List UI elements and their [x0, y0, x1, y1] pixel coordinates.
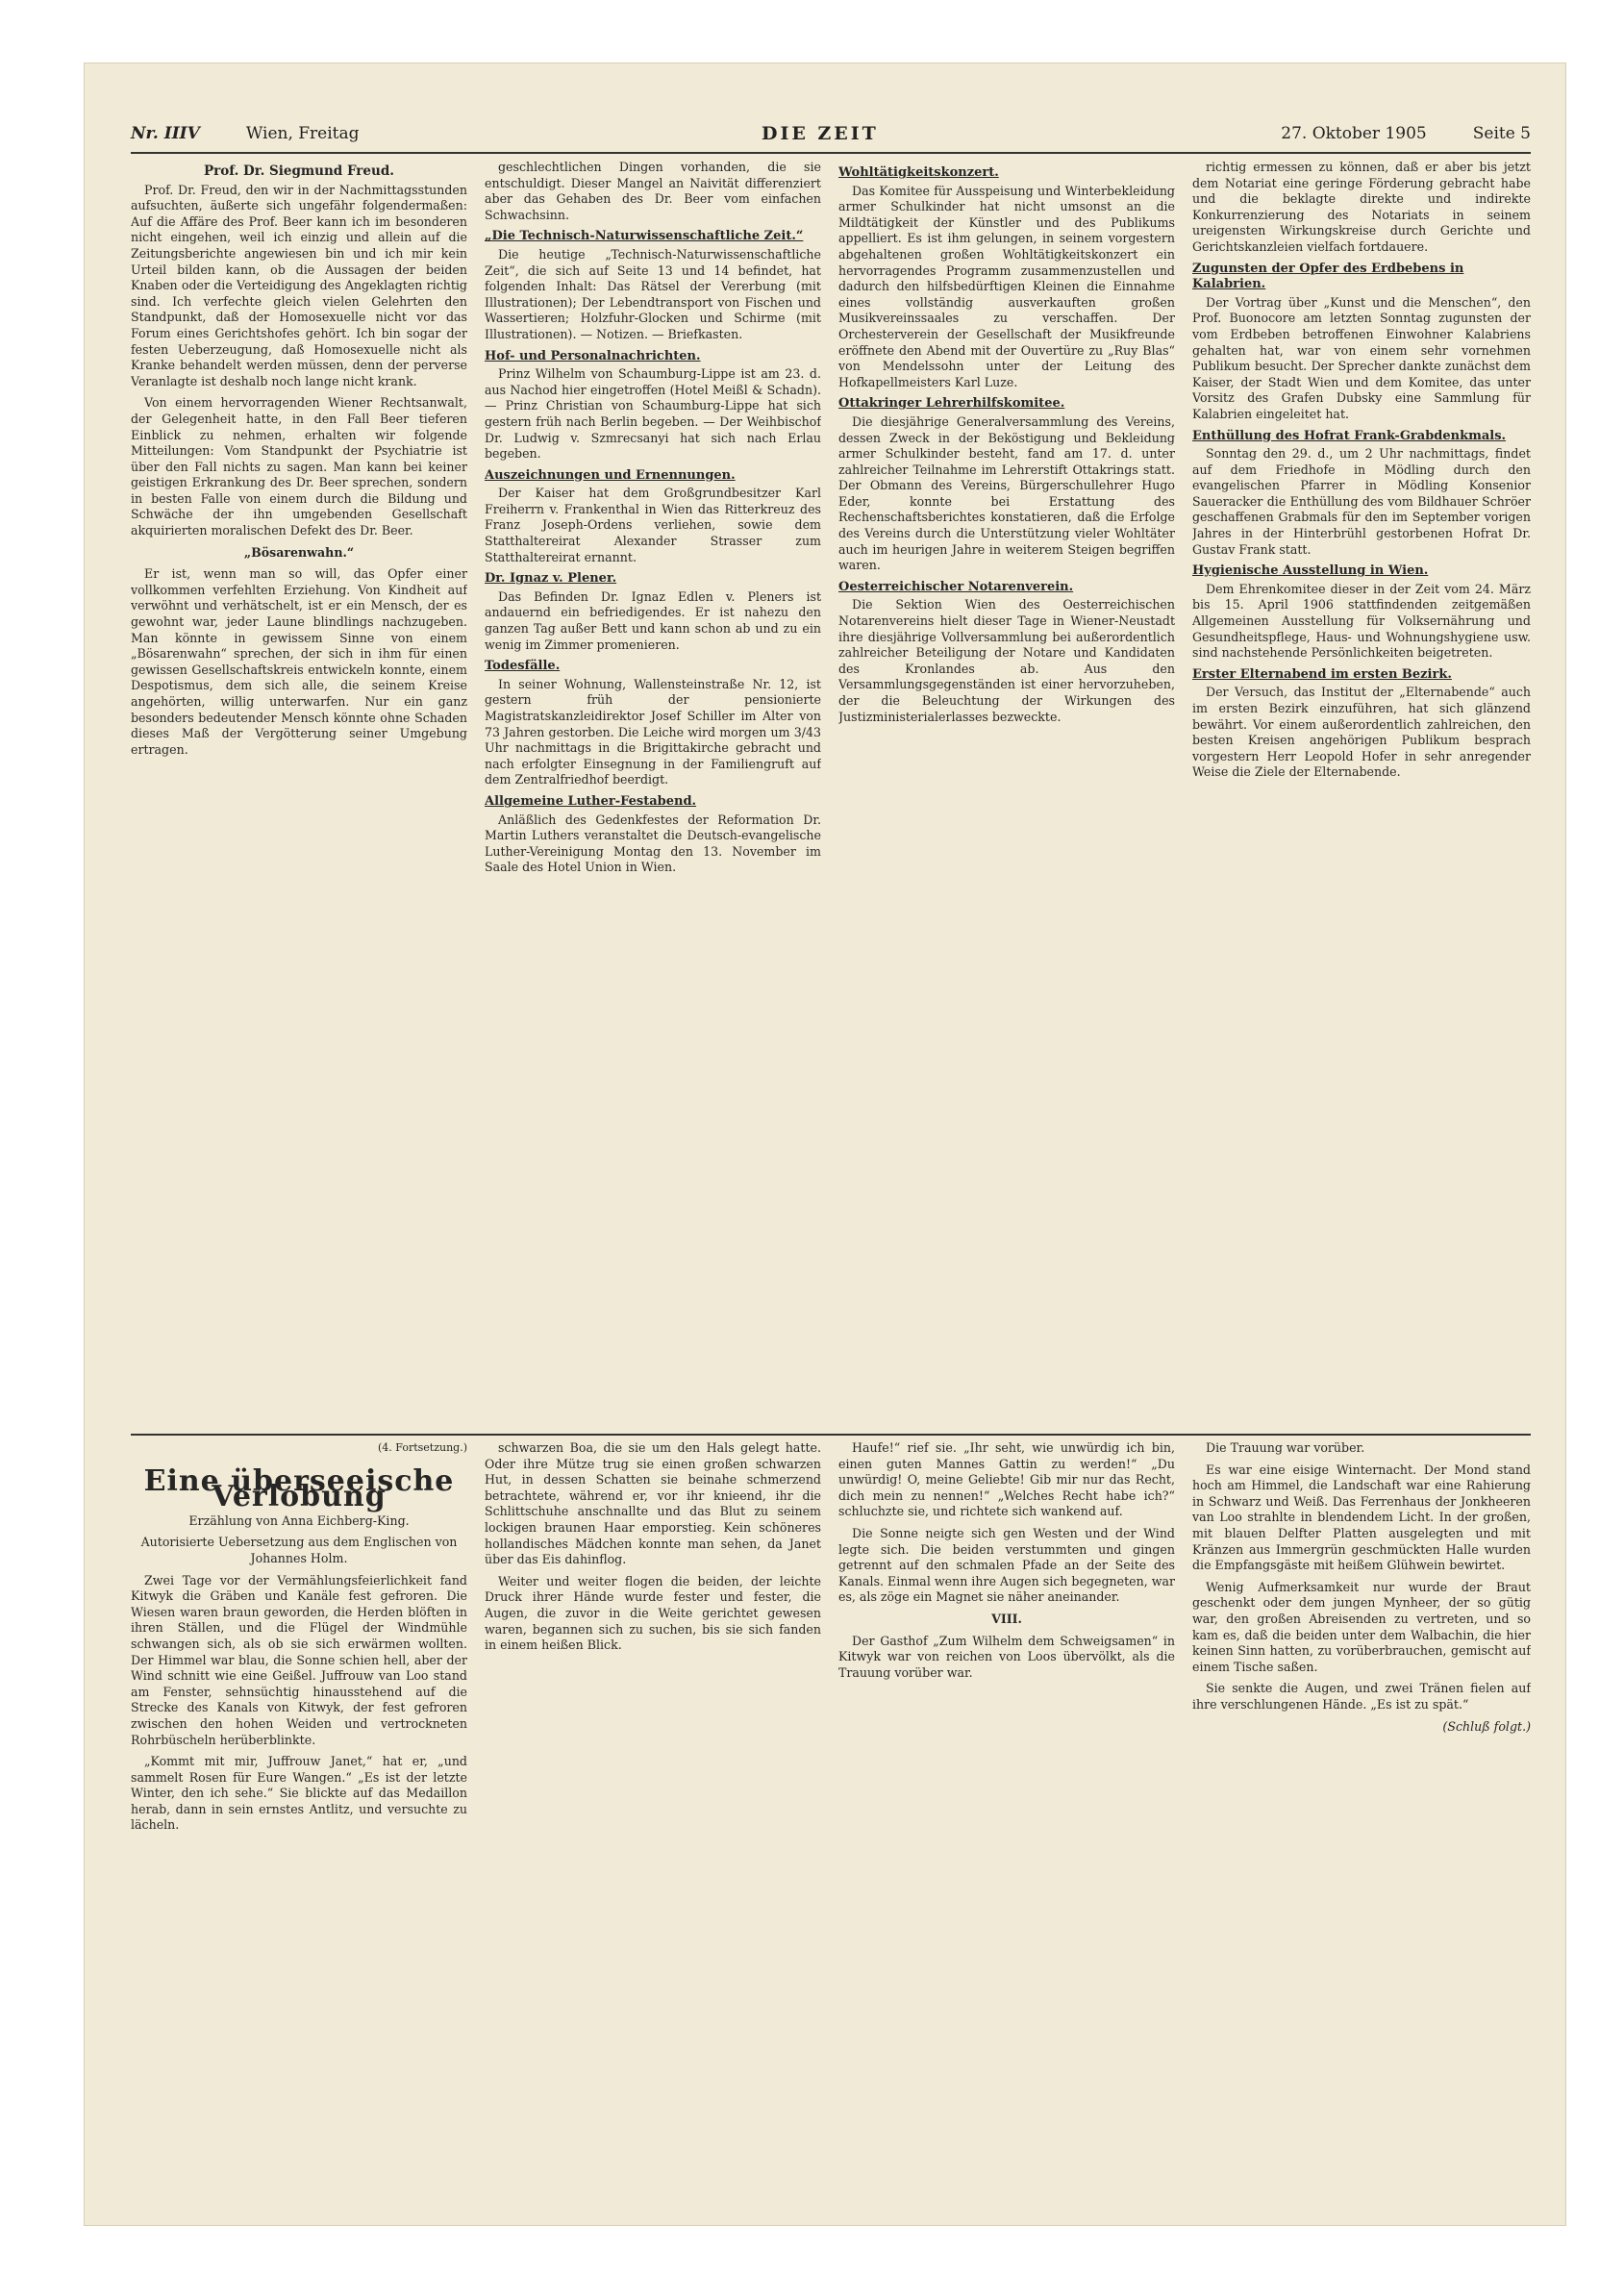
paragraph: Die Trauung war vorüber.: [1206, 1440, 1365, 1455]
section-heading: Ottakringer Lehrerhilfskomitee.: [838, 396, 1065, 412]
serial-column-3: [838, 1440, 1175, 2210]
place-day: Wien, Freitag: [245, 124, 360, 143]
paragraph: Der Kaiser hat dem Großgrundbesitzer Karl Freiherrn v. Frankenthal in Wien das Ritterkreuz des Franz Joseph-Ordens verliehen, sowie dem Statthaltereirat Alexander Strasser zum Statthaltereirat ernannt.: [485, 486, 821, 564]
section-heading: Hygienische Ausstellung in Wien.: [1192, 563, 1429, 579]
column-1: [131, 160, 467, 1427]
section-heading: Dr. Ignaz v. Plener.: [485, 571, 617, 587]
masthead: [131, 119, 1531, 148]
paragraph: Die diesjährige Generalversammlung des Vereins, dessen Zweck in der Beköstigung und Bekleidung armer Schulkinder besteht, fand am 17. d. unter zahlreicher Teilnahme im Lehrerstift Ottakrings statt. Der Obmann des Vereins, Bürgerschullehrer Hugo Eder, konnte bei Erstattung des Rechenschaftsberichtes konstatieren, daß die Erfolge des Vereins durch die Unterstützung vieler Wohltäter auch im heurigen Jahre in weiterem Steigen begriffen waren.: [838, 413, 1175, 573]
paragraph: Dem Ehrenkomitee dieser in der Zeit vom 24. März bis 15. April 1906 stattfindenden zeitgemäßen Allgemeinen Ausstellung für Volksernährung und Gesundheitspflege, Haus- und Wohnungshygiene usw. sind nachstehende Persönlichkeiten beigetreten.: [1192, 581, 1531, 661]
paragraph: Von einem hervorragenden Wiener Rechtsanwalt, der Gelegenheit hatte, in den Fall Beer tieferen Einblick zu nehmen, erhalten wir folgende Mitteilungen: Vom Standpunkt der Psychiatrie ist über den Fall nichts zu sagen. Man kann bei keiner geistigen Erkrankung des Dr. Beer sprechen, sondern in besten Falle von einem durch die Bildung und Schwäche der ihn umgebenden Gesellschaft akquirierten moralischen Defekt des Dr. Beer.: [131, 395, 467, 538]
serial-title: Eine überseeische Verlobung: [143, 1463, 455, 1514]
paragraph: Weiter und weiter flogen die beiden, der leichte Druck ihrer Hände wurde fester und fester, die Augen, die zuvor in die Weite gerichtet gewesen waren, begannen sich zu suchen, bis sie sich fanden in einem heißen Blick.: [485, 1573, 821, 1653]
serial-column-4: [1192, 1440, 1531, 2210]
section-heading: Erster Elternabend im ersten Bezirk.: [1192, 666, 1452, 682]
paragraph: geschlechtlichen Dingen vorhanden, die sie entschuldigt. Dieser Mangel an Naivität differenziert aber das Gehaben des Dr. Beer vom einfachen Schwachsinn.: [485, 160, 821, 222]
paragraph: Zwei Tage vor der Vermählungsfeierlichkeit fand Kitwyk die Gräben und Kanäle fest gefroren. Die Wiesen waren braun geworden, die Herden blöften in ihren Ställen, und die Flügel der Windmühle schwangen sich, als ob sie sich erwärmen wollten. Der Himmel war blau, die Sonne schien hell, aber der Wind schnitt wie eine Geißel. Juffrouw van Loo stand am Fenster, sehnsüchtig hinausstehend auf die Strecke des Kanals von Kitwyk, der fest gefroren zwischen den hohen Weiden und vertrockneten Rohrbüscheln herüberblinkte.: [131, 1572, 467, 1747]
section-heading: Allgemeine Luther-Festabend.: [485, 793, 697, 809]
section-heading: „Die Technisch-Naturwissenschaftliche Zeit.“: [485, 229, 804, 244]
page-number: Seite 5: [1472, 124, 1531, 143]
column-2: [485, 160, 821, 1427]
newspaper-page: [85, 63, 1565, 2225]
paragraph: Die Sektion Wien des Oesterreichischen Notarenvereins hielt dieser Tage in Wiener-Neustadt ihre diesjährige Vollversammlung bei außerordentlich zahlreicher Beteiligung der Notare und Kandidaten des Kronlandes ab. Aus den Versammlungsgegenständen ist einer hervorzuheben, der die Beleuchtung der Wirkungen des Justizministerialerlasses bezweckte.: [838, 597, 1175, 724]
translation-note: Autorisierte Uebersetzung aus dem Englischen von Johannes Holm.: [140, 1535, 458, 1565]
paragraph: Prof. Dr. Freud, den wir in der Nachmittagsstunden aufsuchten, äußerte sich ungefähr folgendermaßen: Auf die Affäre des Prof. Beer kann ich im besonderen nicht eingehen, weil ich einzig und allein auf die Zeitungsberichte angewiesen bin und ich mir kein Urteil bilden kann, ob die Aussagen der beiden Knaben oder die Verteidigung des Angeklagten richtig sind. Ich verfechte gleich vielen Gelehrten den Standpunkt, daß der Homosexuelle nicht vor das Forum eines Gerichtshofes gehört. Ich bin sogar der festen Ueberzeugung, daß Homosexuelle nicht als Kranke behandelt werden müssen, denn der perverse Veranlagte ist deshalb noch lange nicht krank.: [131, 182, 467, 388]
paragraph: richtig ermessen zu können, daß er aber bis jetzt dem Notariat eine geringe Förderung gebracht habe und die beklagte direkte und indirekte Konkurrenzierung des Notariats in seinem ureigensten Wirkungskreise durch Gerichte und Gerichtskanzleien vielfach fortdauere.: [1192, 160, 1531, 254]
paragraph: Anläßlich des Gedenkfestes der Reformation Dr. Martin Luthers veranstaltet die Deutsch-evangelische Luther-Vereinigung Montag den 13. November im Saale des Hotel Union in Wien.: [485, 812, 821, 875]
section-heading: Wohltätigkeitskonzert.: [838, 165, 999, 180]
paragraph: Der Vortrag über „Kunst und die Menschen“, den Prof. Buonocore am letzten Sonntag zugunsten der vom Erdbeben betroffenen Einwohner Kalabriens gehalten hat, war von einem sehr vornehmen Publikum besucht. Der Sprecher dankte zunächst dem Kaiser, der Stadt Wien und dem Komitee, das unter Vorsitz des Grafen Dubsky eine Sammlung für Kalabrien eingeleitet hat.: [1192, 294, 1531, 421]
issue-number: Nr. IIIV: [131, 124, 200, 143]
article-heading: Prof. Dr. Siegmund Freud.: [204, 163, 394, 179]
paragraph: Prinz Wilhelm von Schaumburg-Lippe ist am 23. d. aus Nachod hier eingetroffen (Hotel Meißl & Schadn). — Prinz Christian von Schaumburg-Lippe hat sich gestern früh nach Berlin begeben. — Der Weihbischof Dr. Ludwig v. Szmrecsanyi hat sich nach Erlau begeben.: [485, 366, 821, 462]
paragraph: Sonntag den 29. d., um 2 Uhr nachmittags, findet auf dem Friedhofe in Mödling durch den evangelischen Pfarrer in Mödling Konsenior Saueracker die Enthüllung des vom Bildhauer Schröer geschaffenen Grabmals für den im September vorigen Jahres in der Hinterbrühl gestorbenen Hofrat Dr. Gustav Frank statt.: [1192, 446, 1531, 557]
paragraph: Die heutige „Technisch-Naturwissenschaftliche Zeit“, die sich auf Seite 13 und 14 befindet, hat folgenden Inhalt: Das Rätsel der Vererbung (mit Illustrationen); Der Lebendtransport von Fischen und Wassertieren; Holzfuhr-Glocken und Schirme (mit Illustrationen). — Notizen. — Briefkasten.: [485, 246, 821, 341]
feuilleton-rule: [131, 1434, 1531, 1436]
paragraph: Der Versuch, das Institut der „Elternabende“ auch im ersten Bezirk einzuführen, hat sich glänzend bewährt. Vor einem außerordentlich zahlreichen, den besten Kreisen angehörigen Publikum besprach vorgestern Herr Leopold Hofer in sehr anregender Weise die Ziele der Elternabende.: [1192, 685, 1531, 780]
byline: Erzählung von Anna Eichberg-King.: [188, 1512, 410, 1528]
paragraph: Er ist, wenn man so will, das Opfer einer vollkommen verfehlten Erziehung. Von Kindheit auf verwöhnt und verhätschelt, ist er ein Mensch, der es gewohnt war, jeder Laune blindlings nachzugeben. Man könnte in gewissem Sinne von einem „Bösarenwahn“ sprechen, der sich in ihm für einen gewissen Gesellschaftskreis entwickeln konnte, einem Despotismus, dem sich alle, die seinem Kreise angehörten, willig unterwarfen. Nur ein ganz besonders bedeutender Mensch könnte ohne Schaden dieses Maß der Vergötterung seiner Umgebung ertragen.: [131, 566, 467, 757]
paragraph: Das Komitee für Ausspeisung und Winterbekleidung armer Schulkinder hat nicht umsonst an die Mildtätigkeit der Künstler und des Publikums appelliert. Es ist ihm gelungen, in seinem vorgestern abgehaltenen großen Wohltätigkeitskonzert ein hervorragendes Programm zusammenzustellen und dadurch den hilfsbedürftigen Kleinen die Einnahme eines vollständig ausverkauften großen Musikvereinssaales zu verschaffen. Der Orchesterverein der Gesellschaft der Musikfreunde eröffnete den Abend mit der Ouvertüre zu „Ruy Blas“ von Mendelssohn unter der Leitung des Hofkapellmeisters Karl Luze.: [838, 183, 1175, 389]
section-heading: Todesfälle.: [485, 659, 561, 674]
paragraph: In seiner Wohnung, Wallensteinstraße Nr. 12, ist gestern früh der pensionierte Magistratskanzleidirektor Josef Schiller im Alter von 73 Jahren gestorben. Die Leiche wird morgen um 3/43 Uhr nachmittags in die Brigittakirche gebracht und nach erfolgter Einsegnung in der Familiengruft auf dem Zentralfriedhof beerdigt.: [485, 676, 821, 788]
newspaper-title: DIE ZEIT: [761, 123, 879, 144]
section-heading: Auszeichnungen und Ernennungen.: [485, 467, 736, 483]
continuation-note: (4. Fortsetzung.): [378, 1441, 467, 1454]
section-heading: Enthüllung des Hofrat Frank-Grabdenkmals.: [1192, 428, 1507, 443]
subheading: „Bösarenwahn.“: [243, 544, 355, 560]
paragraph: „Kommt mit mir, Juffrouw Janet,“ hat er, „und sammelt Rosen für Eure Wangen.“ „Es ist der letzte Winter, den ich sehe.“ Sie blickte auf das Medaillon herab, dann in sein ernstes Antlitz, und versuchte zu lächeln.: [131, 1754, 467, 1833]
serial-column-1: [131, 1440, 467, 2210]
paragraph: Es war eine eisige Winternacht. Der Mond stand hoch am Himmel, die Landschaft war eine Rahierung in Schwarz und Weiß. Das Ferrenhaus der Jonkheeren van Loo strahlte in blendendem Licht. In der großen, mit blauen Delfter Platten ausgelegten und mit Kränzen aus Immergrün geschmückten Halle wurden die Empfangsgäste mit heißem Glühwein bewirtet.: [1192, 1462, 1531, 1573]
section-heading: Hof- und Personalnachrichten.: [485, 348, 701, 363]
paragraph: Die Sonne neigte sich gen Westen und der Wind legte sich. Die beiden verstummten und gingen getrennt auf den schmalen Pfade an der Seite des Kanals. Einmal wenn ihre Augen sich begegneten, war es, als zöge ein Magnet sie näher aneinander.: [838, 1525, 1175, 1605]
section-heading: Zugunsten der Opfer des Erdbebens in Kalabrien.: [1192, 261, 1464, 292]
paragraph: Haufe!“ rief sie. „Ihr seht, wie unwürdig ich bin, einen guten Mannes Gattin zu werden!“ „Du unwürdig! O, meine Geliebte! Gib mir nur das Recht, dich mein zu nennen!“ „Welches Recht habe ich?“ schluchzte sie, und richtete sich wankend auf.: [838, 1440, 1175, 1519]
paragraph: Das Befinden Dr. Ignaz Edlen v. Pleners ist andauernd ein befriedigendes. Er ist nahezu den ganzen Tag außer Bett und kann schon ab und zu ein wenig im Zimmer promenieren.: [485, 588, 821, 652]
chapter-number: VIII.: [991, 1611, 1022, 1626]
paragraph: Der Gasthof „Zum Wilhelm dem Schweigsamen“ in Kitwyk war von reichen von Loos übervölkt, als die Trauung vorüber war.: [838, 1633, 1175, 1680]
paragraph: schwarzen Boa, die sie um den Hals gelegt hatte. Oder ihre Mütze trug sie einen großen schwarzen Hut, in dessen Schatten sie beinahe schmerzend betrachtete, während er, vor ihr knieend, ihr die Schlittschuhe anschnallte und das Blut zu seinem lockigen braunen Haar emporstieg. Kein schöneres hollandisches Mädchen konnte man sehen, da Janet über das Eis dahinflog.: [485, 1440, 821, 1567]
issue-date: 27. Oktober 1905: [1281, 124, 1427, 143]
paragraph: Sie senkte die Augen, und zwei Tränen fielen auf ihre verschlungenen Hände. „Es ist zu spät.“: [1192, 1681, 1531, 1712]
paragraph: Wenig Aufmerksamkeit nur wurde der Braut geschenkt oder dem jungen Mynheer, der so gütig war, den großen Abreisenden zu vertreten, und so kam es, daß die beiden unter dem Walbachin, die hier keinen Sinn hatten, zu vorüberbrauchen, gemischt auf einem Tische saßen.: [1192, 1579, 1531, 1674]
column-3: [838, 160, 1175, 1427]
serial-column-2: [485, 1440, 821, 2210]
column-4: [1192, 160, 1531, 1427]
to-be-continued: (Schluß folgt.): [1442, 1718, 1531, 1734]
masthead-rule: [131, 152, 1531, 154]
section-heading: Oesterreichischer Notarenverein.: [838, 579, 1074, 594]
